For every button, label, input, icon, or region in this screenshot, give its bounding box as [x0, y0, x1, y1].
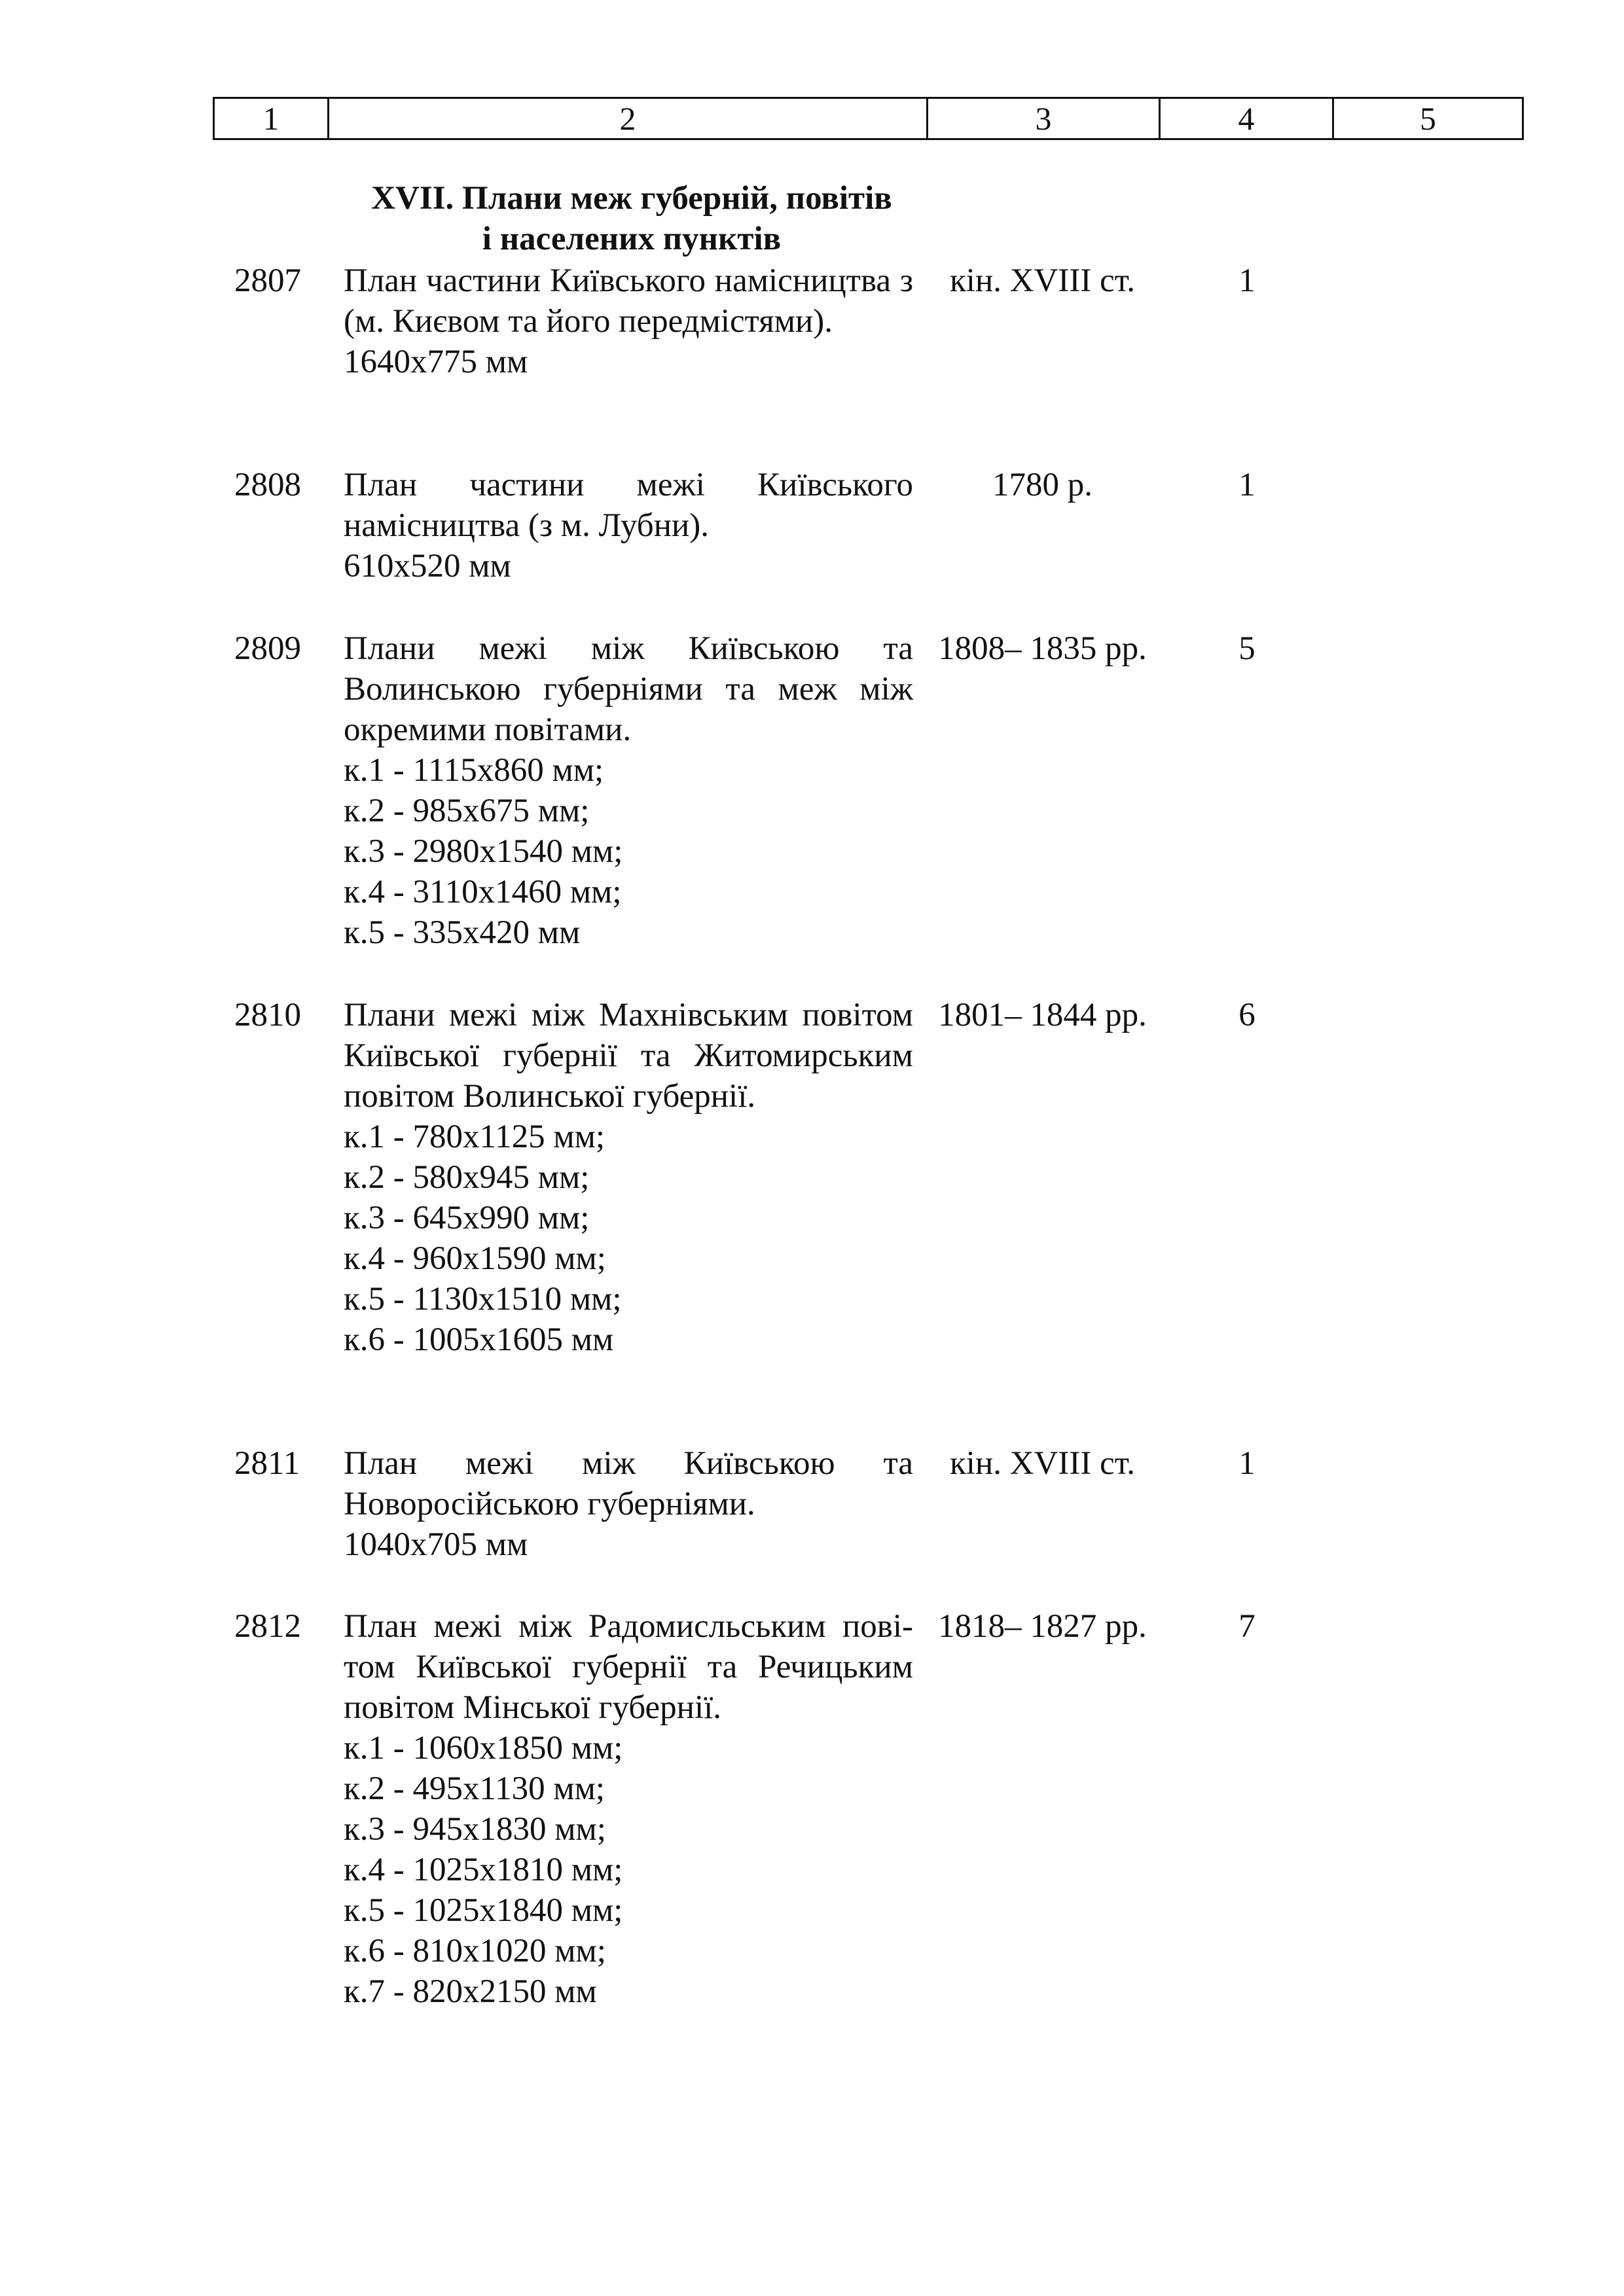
- column-header-4: 4: [1160, 98, 1333, 139]
- entry-dimension-sheet-3: к.3 - 2980х1540 мм;: [344, 833, 623, 870]
- entry-description-block: [344, 1606, 913, 2012]
- entry-count: 1: [1238, 467, 1255, 503]
- entry-number: 2810: [234, 997, 301, 1033]
- entry-dimensions: 610х520 мм: [344, 548, 511, 584]
- entry-date: 1808– 1835 рр.: [938, 630, 1147, 667]
- column-header-1: 1: [214, 98, 329, 139]
- entry-dimension-sheet-5: к.5 - 1130х1510 мм;: [344, 1281, 622, 1318]
- entry-number: 2812: [234, 1608, 301, 1645]
- entry-description-block: [344, 1443, 913, 1565]
- entry-dimension-sheet-3: к.3 - 945х1830 мм;: [344, 1811, 606, 1848]
- entry-description: План межі між Радомисльським пові-том Київської губернії та Речицьким повітом Мінської губернії.: [344, 1608, 913, 1726]
- section-title-line-2: і населених пунктів: [482, 221, 782, 257]
- entry-dimension-sheet-3: к.3 - 645х990 мм;: [344, 1200, 590, 1236]
- entry-description: Плани межі між Київською та Волинською губерніями та меж між окремими повітами.: [344, 630, 913, 748]
- entry-count: 1: [1238, 1445, 1255, 1482]
- entry-dimension-sheet-4: к.4 - 960х1590 мм;: [344, 1240, 606, 1277]
- entry-description: План частини межі Київського намісництва (з м. Лубни).: [344, 467, 913, 544]
- column-header-3: 3: [928, 98, 1160, 139]
- entry-number: 2809: [234, 630, 301, 667]
- entry-date: кін. XVIII ст.: [950, 1445, 1135, 1482]
- entry-dimension-sheet-2: к.2 - 580х945 мм;: [344, 1159, 590, 1196]
- entry-dimension-sheet-6: к.6 - 810х1020 мм;: [344, 1933, 606, 1969]
- entry-description-block: [344, 260, 913, 382]
- column-header-5: 5: [1333, 98, 1523, 139]
- entry-dimension-sheet-2: к.2 - 495х1130 мм;: [344, 1770, 605, 1807]
- entry-description-block: [344, 995, 913, 1360]
- entry-date: 1818– 1827 рр.: [938, 1608, 1147, 1645]
- entry-dimension-sheet-4: к.4 - 3110х1460 мм;: [344, 874, 622, 910]
- entry-count: 7: [1238, 1608, 1255, 1645]
- entry-dimension-sheet-6: к.6 - 1005х1605 мм: [344, 1321, 614, 1358]
- entry-dimension-sheet-5: к.5 - 335х420 мм: [344, 914, 581, 951]
- entry-dimension-sheet-2: к.2 - 985х675 мм;: [344, 793, 590, 829]
- entry-description: План межі між Київською та Новоросійською губерніями.: [344, 1445, 913, 1522]
- entry-description: План частини Київського намісництва з (м. Києвом та його передмістями).: [344, 262, 913, 340]
- entry-dimension-sheet-1: к.1 - 1060х1850 мм;: [344, 1730, 623, 1767]
- entry-dimensions: 1040х705 мм: [344, 1526, 528, 1563]
- section-title-line-1: XVII. Плани меж губерній, повітів: [371, 180, 892, 217]
- entry-dimension-sheet-4: к.4 - 1025х1810 мм;: [344, 1852, 623, 1888]
- entry-description-block: [344, 465, 913, 586]
- entry-date: 1801– 1844 рр.: [938, 997, 1147, 1033]
- entry-count: 1: [1238, 262, 1255, 299]
- entry-date: кін. XVIII ст.: [950, 262, 1135, 299]
- entry-dimension-sheet-7: к.7 - 820х2150 мм: [344, 1973, 597, 2010]
- entry-dimension-sheet-5: к.5 - 1025х1840 мм;: [344, 1892, 623, 1929]
- entry-number: 2811: [234, 1445, 300, 1482]
- entry-description-block: [344, 628, 913, 953]
- entry-count: 5: [1238, 630, 1255, 667]
- entry-description: Плани межі між Махнівським повітом Київської губернії та Житомирським повітом Волинської губернії.: [344, 997, 913, 1115]
- entry-number: 2808: [234, 467, 301, 503]
- entry-number: 2807: [234, 262, 301, 299]
- column-header-2: 2: [329, 98, 928, 139]
- entry-count: 6: [1238, 997, 1255, 1033]
- entry-dimension-sheet-1: к.1 - 1115х860 мм;: [344, 752, 604, 789]
- entry-dimension-sheet-1: к.1 - 780х1125 мм;: [344, 1119, 605, 1155]
- entry-date: 1780 р.: [992, 467, 1092, 503]
- entry-dimensions: 1640х775 мм: [344, 344, 528, 380]
